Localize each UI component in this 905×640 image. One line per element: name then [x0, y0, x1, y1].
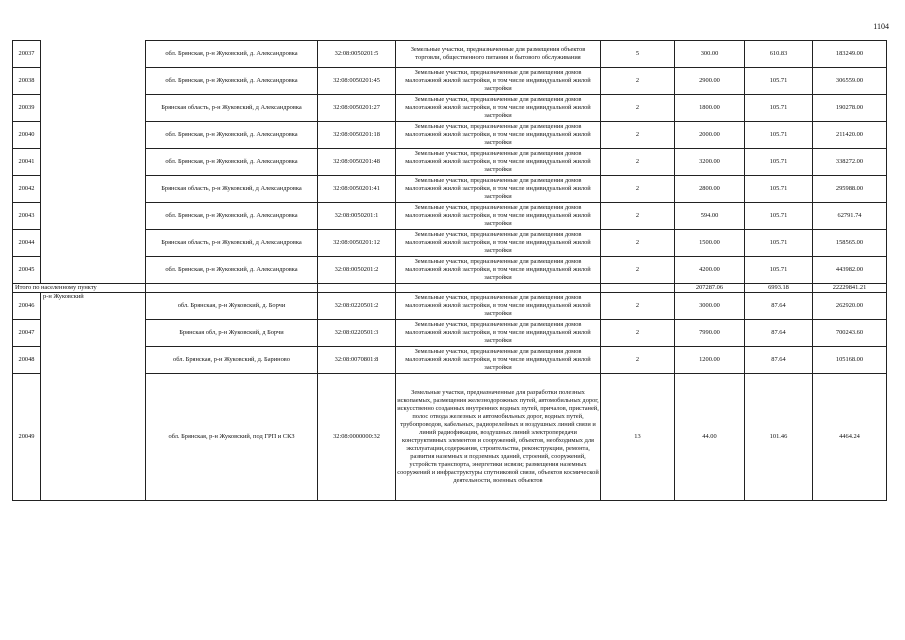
- table-row: [13, 293, 887, 320]
- cadastral-number-cell: 32:08:0050201:2: [318, 257, 396, 284]
- cadastral-value-cell: 211420.00: [813, 122, 887, 149]
- specific-value-cell: 87.64: [745, 347, 813, 374]
- land-use-description-cell: Земельные участки, предназначенные для размещения домов малоэтажной жилой застройки, в том числе индивидуальной жилой застройки: [396, 149, 601, 176]
- table-row: [13, 68, 887, 95]
- land-use-description-cell: Земельные участки, предназначенные для размещения объектов торговли, общественного питания и бытового обслуживания: [396, 41, 601, 68]
- specific-value-cell: 105.71: [745, 122, 813, 149]
- region-cell: [41, 68, 146, 95]
- cadastral-number-cell: 32:08:0070801:8: [318, 347, 396, 374]
- area-cell: 4200.00: [675, 257, 745, 284]
- region-cell: [41, 176, 146, 203]
- address-cell: обл. Брянская, р-н Жуковский, д. Борчи: [146, 293, 318, 320]
- table-row: [13, 95, 887, 122]
- area-cell: 1500.00: [675, 230, 745, 257]
- address-cell: Брянская область, р-н Жуковский, д Александровка: [146, 176, 318, 203]
- table-row: [13, 347, 887, 374]
- row-number: 20041: [13, 149, 41, 176]
- total-label: Итого по населенному пункту: [13, 284, 146, 293]
- address-cell: обл. Брянская, р-н Жуковский, д. Александровка: [146, 68, 318, 95]
- group-number-cell: 2: [601, 347, 675, 374]
- area-cell: 2800.00: [675, 176, 745, 203]
- table-row: [13, 176, 887, 203]
- address-cell: обл. Брянская, р-н Жуковский, д. Александровка: [146, 203, 318, 230]
- cadastral-value-cell: 158565.00: [813, 230, 887, 257]
- group-number-cell: 13: [601, 374, 675, 501]
- area-cell: 2000.00: [675, 122, 745, 149]
- cadastral-value-cell: 700243.60: [813, 320, 887, 347]
- address-cell: Брянская область, р-н Жуковский, д Александровка: [146, 95, 318, 122]
- address-cell: обл. Брянская, р-н Жуковский, д. Александровка: [146, 257, 318, 284]
- land-use-description-cell: Земельные участки, предназначенные для разработки полезных ископаемых, размещения железнодорожных путей, автомобильных дорог, искусственно созданных внутренних водных путей, причалов, пристаней, полос отвода железных и автомобильных дорог, водных путей, трубопроводов, кабельных, радиорелейных и воздушных линий связи и линий радиофикации, воздушных линий электропередачи конструктивных элементов и сооружений, объектов, необходимых для эксплуатации,содержания, строительства, реконструкции, ремонта, развития наземных и подземных зданий, строений, сооружений, устройств транспорта, энергетики исвязи; размещения наземных сооружений и инфраструктуры спутниковой связи, объектов космической деятельности, военных объектов: [396, 374, 601, 501]
- group-number-cell: 2: [601, 95, 675, 122]
- cadastral-number-cell: 32:08:0050201:12: [318, 230, 396, 257]
- total-rate: 6993.18: [745, 284, 813, 293]
- cadastral-number-cell: 32:08:0050201:41: [318, 176, 396, 203]
- area-cell: 1800.00: [675, 95, 745, 122]
- total-value: 22229841.21: [813, 284, 887, 293]
- specific-value-cell: 87.64: [745, 320, 813, 347]
- cadastral-value-cell: 262920.00: [813, 293, 887, 320]
- row-number: 20046: [13, 293, 41, 320]
- cadastral-number-cell: 32:08:0050201:45: [318, 68, 396, 95]
- group-number-cell: 2: [601, 257, 675, 284]
- address-cell: обл. Брянская, р-н Жуковский, д. Александровка: [146, 41, 318, 68]
- address-cell: обл. Брянская, р-н Жуковский, под ГРП и СКЗ: [146, 374, 318, 501]
- table-row: [13, 230, 887, 257]
- cadastral-value-table: [12, 40, 887, 501]
- area-cell: 1200.00: [675, 347, 745, 374]
- page-number: 1104: [873, 22, 889, 31]
- address-cell: обл. Брянская, р-н Жуковский, д. Бариново: [146, 347, 318, 374]
- land-use-description-cell: Земельные участки, предназначенные для размещения домов малоэтажной жилой застройки, в том числе индивидуальной жилой застройки: [396, 95, 601, 122]
- row-number: 20039: [13, 95, 41, 122]
- row-number: 20047: [13, 320, 41, 347]
- region-cell: [41, 149, 146, 176]
- table-row: [13, 41, 887, 68]
- land-use-description-cell: Земельные участки, предназначенные для размещения домов малоэтажной жилой застройки, в том числе индивидуальной жилой застройки: [396, 293, 601, 320]
- specific-value-cell: 105.71: [745, 149, 813, 176]
- specific-value-cell: 105.71: [745, 95, 813, 122]
- cadastral-number-cell: 32:08:0220501:3: [318, 320, 396, 347]
- region-cell: [41, 41, 146, 68]
- row-number: 20040: [13, 122, 41, 149]
- row-number: 20037: [13, 41, 41, 68]
- area-cell: 2900.00: [675, 68, 745, 95]
- group-number-cell: 2: [601, 320, 675, 347]
- land-use-description-cell: Земельные участки, предназначенные для размещения домов малоэтажной жилой застройки, в том числе индивидуальной жилой застройки: [396, 203, 601, 230]
- area-cell: 3200.00: [675, 149, 745, 176]
- cadastral-value-cell: 190278.00: [813, 95, 887, 122]
- area-cell: 44.00: [675, 374, 745, 501]
- row-number: 20045: [13, 257, 41, 284]
- row-number: 20038: [13, 68, 41, 95]
- group-number-cell: 2: [601, 293, 675, 320]
- area-cell: 7990.00: [675, 320, 745, 347]
- specific-value-cell: 87.64: [745, 293, 813, 320]
- area-cell: 300.00: [675, 41, 745, 68]
- area-cell: 594.00: [675, 203, 745, 230]
- table-row: [13, 257, 887, 284]
- cadastral-number-cell: 32:08:0050201:18: [318, 122, 396, 149]
- row-number: 20043: [13, 203, 41, 230]
- row-number: 20049: [13, 374, 41, 501]
- region-cell: [41, 257, 146, 284]
- cadastral-value-cell: 105168.00: [813, 347, 887, 374]
- region-cell: р-н Жуковский: [41, 293, 146, 320]
- cadastral-value-cell: 183249.00: [813, 41, 887, 68]
- group-number-cell: 2: [601, 68, 675, 95]
- land-use-description-cell: Земельные участки, предназначенные для размещения домов малоэтажной жилой застройки, в том числе индивидуальной жилой застройки: [396, 68, 601, 95]
- region-cell: [41, 203, 146, 230]
- address-cell: обл. Брянская, р-н Жуковский, д. Александровка: [146, 122, 318, 149]
- specific-value-cell: 105.71: [745, 176, 813, 203]
- cadastral-value-cell: 4464.24: [813, 374, 887, 501]
- cadastral-value-cell: 62791.74: [813, 203, 887, 230]
- group-number-cell: 2: [601, 230, 675, 257]
- cadastral-number-cell: 32:08:0050201:5: [318, 41, 396, 68]
- land-use-description-cell: Земельные участки, предназначенные для размещения домов малоэтажной жилой застройки, в том числе индивидуальной жилой застройки: [396, 176, 601, 203]
- cadastral-value-cell: 295988.00: [813, 176, 887, 203]
- specific-value-cell: 101.46: [745, 374, 813, 501]
- total-area: 207287.06: [675, 284, 745, 293]
- region-cell: [41, 95, 146, 122]
- address-cell: обл. Брянская, р-н Жуковский, д. Александровка: [146, 149, 318, 176]
- cadastral-number-cell: 32:08:0050201:1: [318, 203, 396, 230]
- land-use-description-cell: Земельные участки, предназначенные для размещения домов малоэтажной жилой застройки, в том числе индивидуальной жилой застройки: [396, 320, 601, 347]
- cadastral-number-cell: 32:08:0000000:32: [318, 374, 396, 501]
- table-row: [13, 320, 887, 347]
- cadastral-value-cell: 443982.00: [813, 257, 887, 284]
- address-cell: Брянская область, р-н Жуковский, д Александровка: [146, 230, 318, 257]
- row-number: 20048: [13, 347, 41, 374]
- group-number-cell: 2: [601, 122, 675, 149]
- group-number-cell: 2: [601, 176, 675, 203]
- row-number: 20044: [13, 230, 41, 257]
- land-use-description-cell: Земельные участки, предназначенные для размещения домов малоэтажной жилой застройки, в том числе индивидуальной жилой застройки: [396, 347, 601, 374]
- address-cell: Брянская обл, р-н Жуковский, д Борчи: [146, 320, 318, 347]
- region-cell: [41, 320, 146, 347]
- region-cell: [41, 347, 146, 374]
- cadastral-value-cell: 338272.00: [813, 149, 887, 176]
- area-cell: 3000.00: [675, 293, 745, 320]
- specific-value-cell: 105.71: [745, 68, 813, 95]
- land-use-description-cell: Земельные участки, предназначенные для размещения домов малоэтажной жилой застройки, в том числе индивидуальной жилой застройки: [396, 230, 601, 257]
- specific-value-cell: 105.71: [745, 230, 813, 257]
- specific-value-cell: 105.71: [745, 203, 813, 230]
- land-use-description-cell: Земельные участки, предназначенные для размещения домов малоэтажной жилой застройки, в том числе индивидуальной жилой застройки: [396, 122, 601, 149]
- specific-value-cell: 105.71: [745, 257, 813, 284]
- cadastral-value-cell: 306559.00: [813, 68, 887, 95]
- table-row: [13, 374, 887, 501]
- table-row: [13, 203, 887, 230]
- total-row: [13, 284, 887, 293]
- land-use-description-cell: Земельные участки, предназначенные для размещения домов малоэтажной жилой застройки, в том числе индивидуальной жилой застройки: [396, 257, 601, 284]
- group-number-cell: 2: [601, 149, 675, 176]
- cadastral-number-cell: 32:08:0220501:2: [318, 293, 396, 320]
- region-cell: [41, 122, 146, 149]
- region-cell: [41, 230, 146, 257]
- table-row: [13, 149, 887, 176]
- region-cell: [41, 374, 146, 501]
- cadastral-number-cell: 32:08:0050201:27: [318, 95, 396, 122]
- cadastral-number-cell: 32:08:0050201:48: [318, 149, 396, 176]
- specific-value-cell: 610.83: [745, 41, 813, 68]
- table-row: [13, 122, 887, 149]
- row-number: 20042: [13, 176, 41, 203]
- group-number-cell: 2: [601, 203, 675, 230]
- group-number-cell: 5: [601, 41, 675, 68]
